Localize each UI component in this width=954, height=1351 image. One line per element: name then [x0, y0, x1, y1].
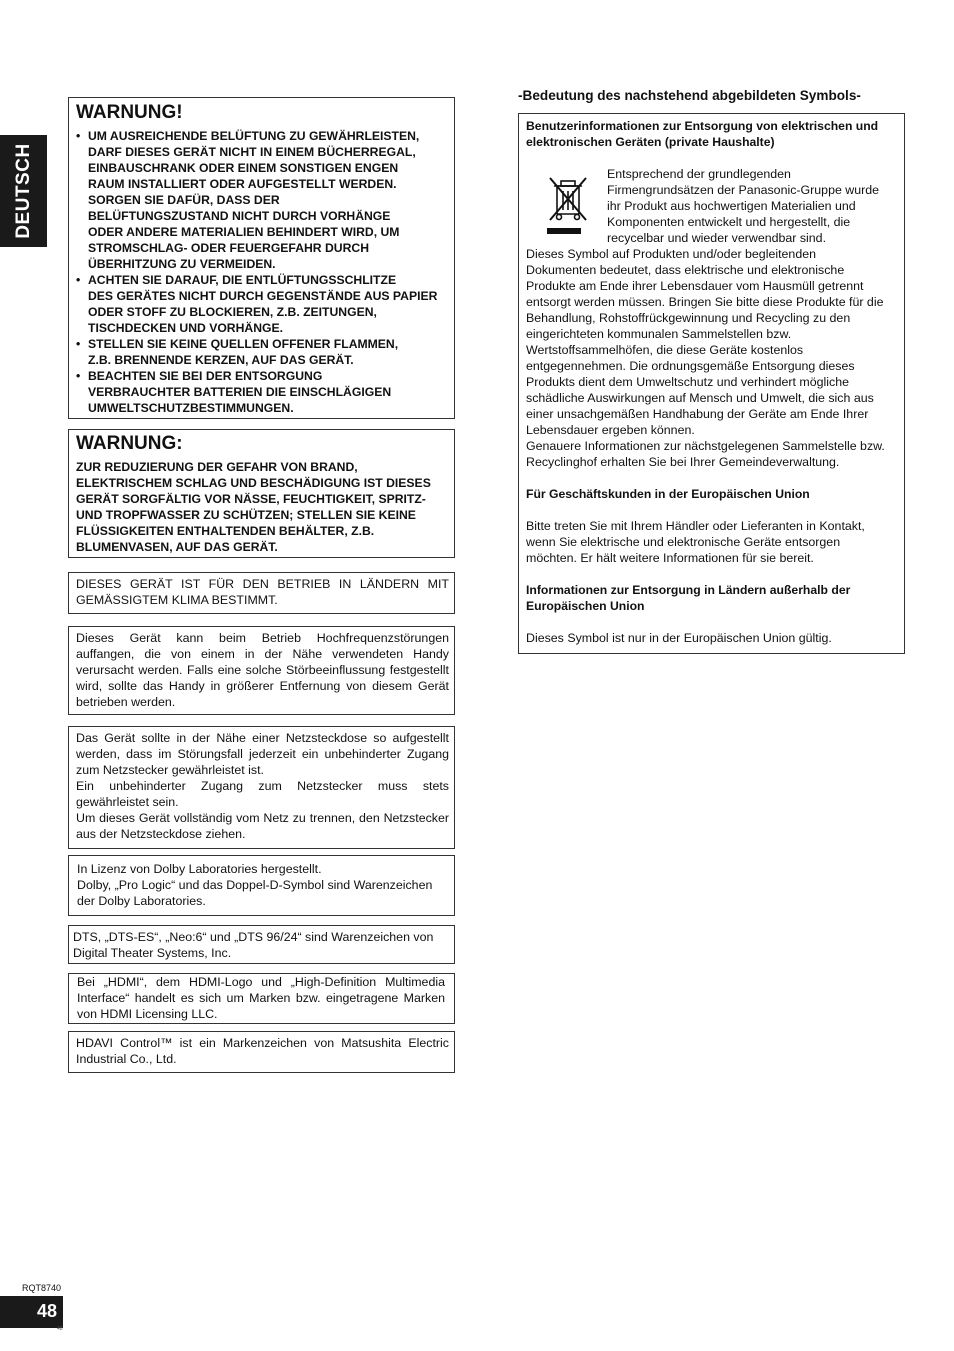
body-line: Dokumenten bedeutet, dass elektrische und elektronische [526, 263, 845, 277]
plug-notice-paragraph: Ein unbehinderter Zugang zum Netzstecker muss stets gewährleistet sein. [76, 779, 449, 809]
body-line: eingerichteten kommunalen Sammelstellen bzw. [526, 327, 792, 341]
warning-title: WARNUNG: [76, 433, 183, 454]
body-line: Produkte am Ende ihrer Lebensdauer vom Hausmüll getrennt [526, 279, 864, 293]
bullet-line: RAUM INSTALLIERT ODER AUFGESTELLT WERDEN. [88, 177, 397, 191]
bullet-line: BELÜFTUNGSZUSTAND NICHT DURCH VORHÄNGE [88, 209, 391, 223]
intro-line: Komponenten entwickelt und hergestellt, die [607, 215, 851, 229]
dolby-line: der Dolby Laboratories. [77, 894, 206, 908]
bullet-line: STROMSCHLAG- ODER FEUERGEFAHR DURCH [88, 241, 369, 255]
business-line: möchten. Er hält weitere Informationen für sie bereit. [526, 551, 814, 565]
bullet-line: ODER STOFF ZU BLOCKIEREN, Z.B. ZEITUNGEN, [88, 305, 377, 319]
warning-box-moisture [68, 429, 455, 558]
warning-line: BLUMENVASEN, AUF DAS GERÄT. [76, 540, 278, 554]
business-text [526, 518, 898, 566]
dolby-line: In Lizenz von Dolby Laboratories hergestellt. [77, 862, 322, 876]
body-line: entgegennehmen. Die ordnungsgemäße Entsorgung dieses [526, 359, 855, 373]
warning-bullet [76, 128, 448, 272]
climate-notice: DIESES GERÄT IST FÜR DEN BETRIEB IN LÄNDERN MIT GEMÄSSIGTEM KLIMA BESTIMMT. [76, 577, 449, 607]
body-line: Produkts dient dem Umweltschutz und verhindert mögliche [526, 375, 849, 389]
disposal-info-box [518, 113, 905, 654]
bullet-line: • UM AUSREICHENDE BELÜFTUNG ZU GEWÄHRLEISTEN, [88, 129, 420, 143]
bullet-line: Z.B. BRENNENDE KERZEN, AUF DAS GERÄT. [88, 353, 354, 367]
bullet-line: • ACHTEN SIE DARAUF, DIE ENTLÜFTUNGSSCHLITZE [88, 273, 397, 287]
bullet-line: ODER ANDERE MATERIALIEN BEHINDERT WIRD, UM [88, 225, 400, 239]
bullet-line: SORGEN SIE DAFÜR, DASS DER [88, 193, 280, 207]
disposal-box-title: Benutzerinformationen zur Entsorgung von elektrischen und elektronischen Geräten (private Haushalte) [526, 119, 879, 149]
warning-line: ELEKTRISCHEM SCHLAG UND BESCHÄDIGUNG IST DIESES [76, 476, 431, 490]
bullet-line: VERBRAUCHTER BATTERIEN DIE EINSCHLÄGIGEN [88, 385, 392, 399]
business-line: wenn Sie elektrische und elektronische Geräte entsorgen [526, 535, 841, 549]
bullet-line: • STELLEN SIE KEINE QUELLEN OFFENER FLAMMEN, [88, 337, 399, 351]
body-line: einer unsachgemäßen Handhabung der Geräte am Ende Ihrer [526, 407, 869, 421]
page-number: 48 [0, 1296, 63, 1328]
dts-notice: DTS, „DTS-ES“, „Neo:6“ und „DTS 96/24“ sind Warenzeichen von Digital Theater Systems, Inc. [73, 930, 434, 960]
rf-notice-box [68, 626, 455, 715]
warning-line: UND TROPFWASSER ZU SCHÜTZEN; STELLEN SIE KEINE [76, 508, 416, 522]
disposal-intro [607, 166, 902, 246]
body-line: schädliche Auswirkungen auf Mensch und Umwelt, die sich aus [526, 391, 874, 405]
plug-notice-paragraph: Das Gerät sollte in der Nähe einer Netzsteckdose so aufgestellt werden, dass im Störungsfall jederzeit ein unbehinderter Zugang zum Netzstecker gewährleistet ist. [76, 731, 449, 777]
hdmi-notice-box [68, 973, 455, 1024]
plug-notice-paragraph: Um dieses Gerät vollständig vom Netz zu trennen, den Netzstecker aus der Netzsteckdose ziehen. [76, 811, 449, 841]
warning-bullet [76, 272, 448, 336]
body-line: entsorgt werden müssen. Bringen Sie bitte diese Produkte für die [526, 295, 884, 309]
language-tab [0, 135, 47, 247]
warning-line: FLÜSSIGKEITEN ENTHALTENDEN BEHÄLTER, Z.B. [76, 524, 375, 538]
warning-box-ventilation [68, 97, 455, 419]
outside-eu-text: Dieses Symbol ist nur in der Europäischen Union gültig. [526, 631, 832, 645]
warning-text [76, 459, 448, 555]
business-title: Für Geschäftskunden in der Europäischen Union [526, 487, 810, 501]
disposal-heading: -Bedeutung des nachstehend abgebildeten Symbols- [518, 88, 861, 103]
bullet-line: TISCHDECKEN UND VORHÄNGE. [88, 321, 284, 335]
hdavi-notice-box [68, 1031, 455, 1073]
bullet-line: EINBAUSCHRANK ODER EINEM SONSTIGEN ENGEN [88, 161, 399, 175]
outside-title-line: Europäischen Union [526, 599, 645, 613]
small-page-number: 48 [57, 1326, 63, 1332]
intro-line: Entsprechend der grundlegenden [607, 167, 791, 181]
dts-notice-box [68, 925, 455, 964]
business-line: Bitte treten Sie mit Ihrem Händler oder Lieferanten in Kontakt, [526, 519, 865, 533]
bullet-line: ÜBERHITZUNG ZU VERMEIDEN. [88, 257, 276, 271]
disposal-body [526, 246, 898, 470]
body-line: Wertstoffsammelhöfen, die diese Geräte kostenlos [526, 343, 804, 357]
intro-line: Firmengrundsätzen der Panasonic-Gruppe wurde [607, 183, 880, 197]
crossed-out-wheelie-bin-icon [544, 172, 592, 236]
warning-line: GERÄT SORGFÄLTIG VOR NÄSSE, FEUCHTIGKEIT, SPRITZ- [76, 492, 426, 506]
body-line: Behandlung, Rohstoffrückgewinnung und Recycling zu den [526, 311, 851, 325]
warning-line: ZUR REDUZIERUNG DER GEFAHR VON BRAND, [76, 460, 358, 474]
plug-notice-box [68, 726, 455, 849]
dolby-line: Dolby, „Pro Logic“ und das Doppel-D-Symbol sind Warenzeichen [77, 878, 433, 892]
warning-bullet [76, 368, 448, 416]
outside-eu-title [526, 582, 898, 614]
document-code: RQT8740 [22, 1283, 62, 1293]
bullet-line: DARF DIESES GERÄT NICHT IN EINEM BÜCHERREGAL, [88, 145, 416, 159]
intro-line: ihr Produkt aus hochwertigen Materialien und [607, 199, 856, 213]
warning-bullet [76, 336, 448, 368]
rf-notice: Dieses Gerät kann beim Betrieb Hochfrequenzstörungen auffangen, die von einem in der Nähe verwendeten Handy verursacht werden. Falls eine solche Störbeeinflussung festgestellt wird, sollte das Handy in größerer Entfernung von diesem Gerät betrieben werden. [76, 631, 449, 709]
body-line: Recyclinghof erhalten Sie bei Ihrer Gemeindeverwaltung. [526, 455, 840, 469]
bullet-line: UMWELTSCHUTZBESTIMMUNGEN. [88, 401, 294, 415]
language-tab-label: DEUTSCH [12, 143, 34, 239]
warning-bullet-list [76, 128, 448, 416]
bullet-line: DES GERÄTES NICHT DURCH GEGENSTÄNDE AUS PAPIER [88, 289, 438, 303]
body-line: Lebensdauer ergeben können. [526, 423, 695, 437]
body-line: Genauere Informationen zur nächstgelegenen Sammelstelle bzw. [526, 439, 885, 453]
outside-title-line: Informationen zur Entsorgung in Ländern außerhalb der [526, 583, 851, 597]
warning-title: WARNUNG! [76, 102, 183, 123]
hdavi-notice: HDAVI Control™ ist ein Markenzeichen von Matsushita Electric Industrial Co., Ltd. [76, 1036, 449, 1066]
climate-notice-box [68, 572, 455, 614]
dolby-notice-box [68, 855, 455, 916]
hdmi-notice: Bei „HDMI“, dem HDMI-Logo und „High-Definition Multimedia Interface“ handelt es sich um Marken bzw. eingetragene Marken von HDMI Licensing LLC. [77, 975, 445, 1021]
bullet-line: • BEACHTEN SIE BEI DER ENTSORGUNG [88, 369, 323, 383]
body-line: Dieses Symbol auf Produkten und/oder begleitenden [526, 247, 816, 261]
intro-line: recycelbar und wieder verwendbar sind. [607, 231, 827, 245]
